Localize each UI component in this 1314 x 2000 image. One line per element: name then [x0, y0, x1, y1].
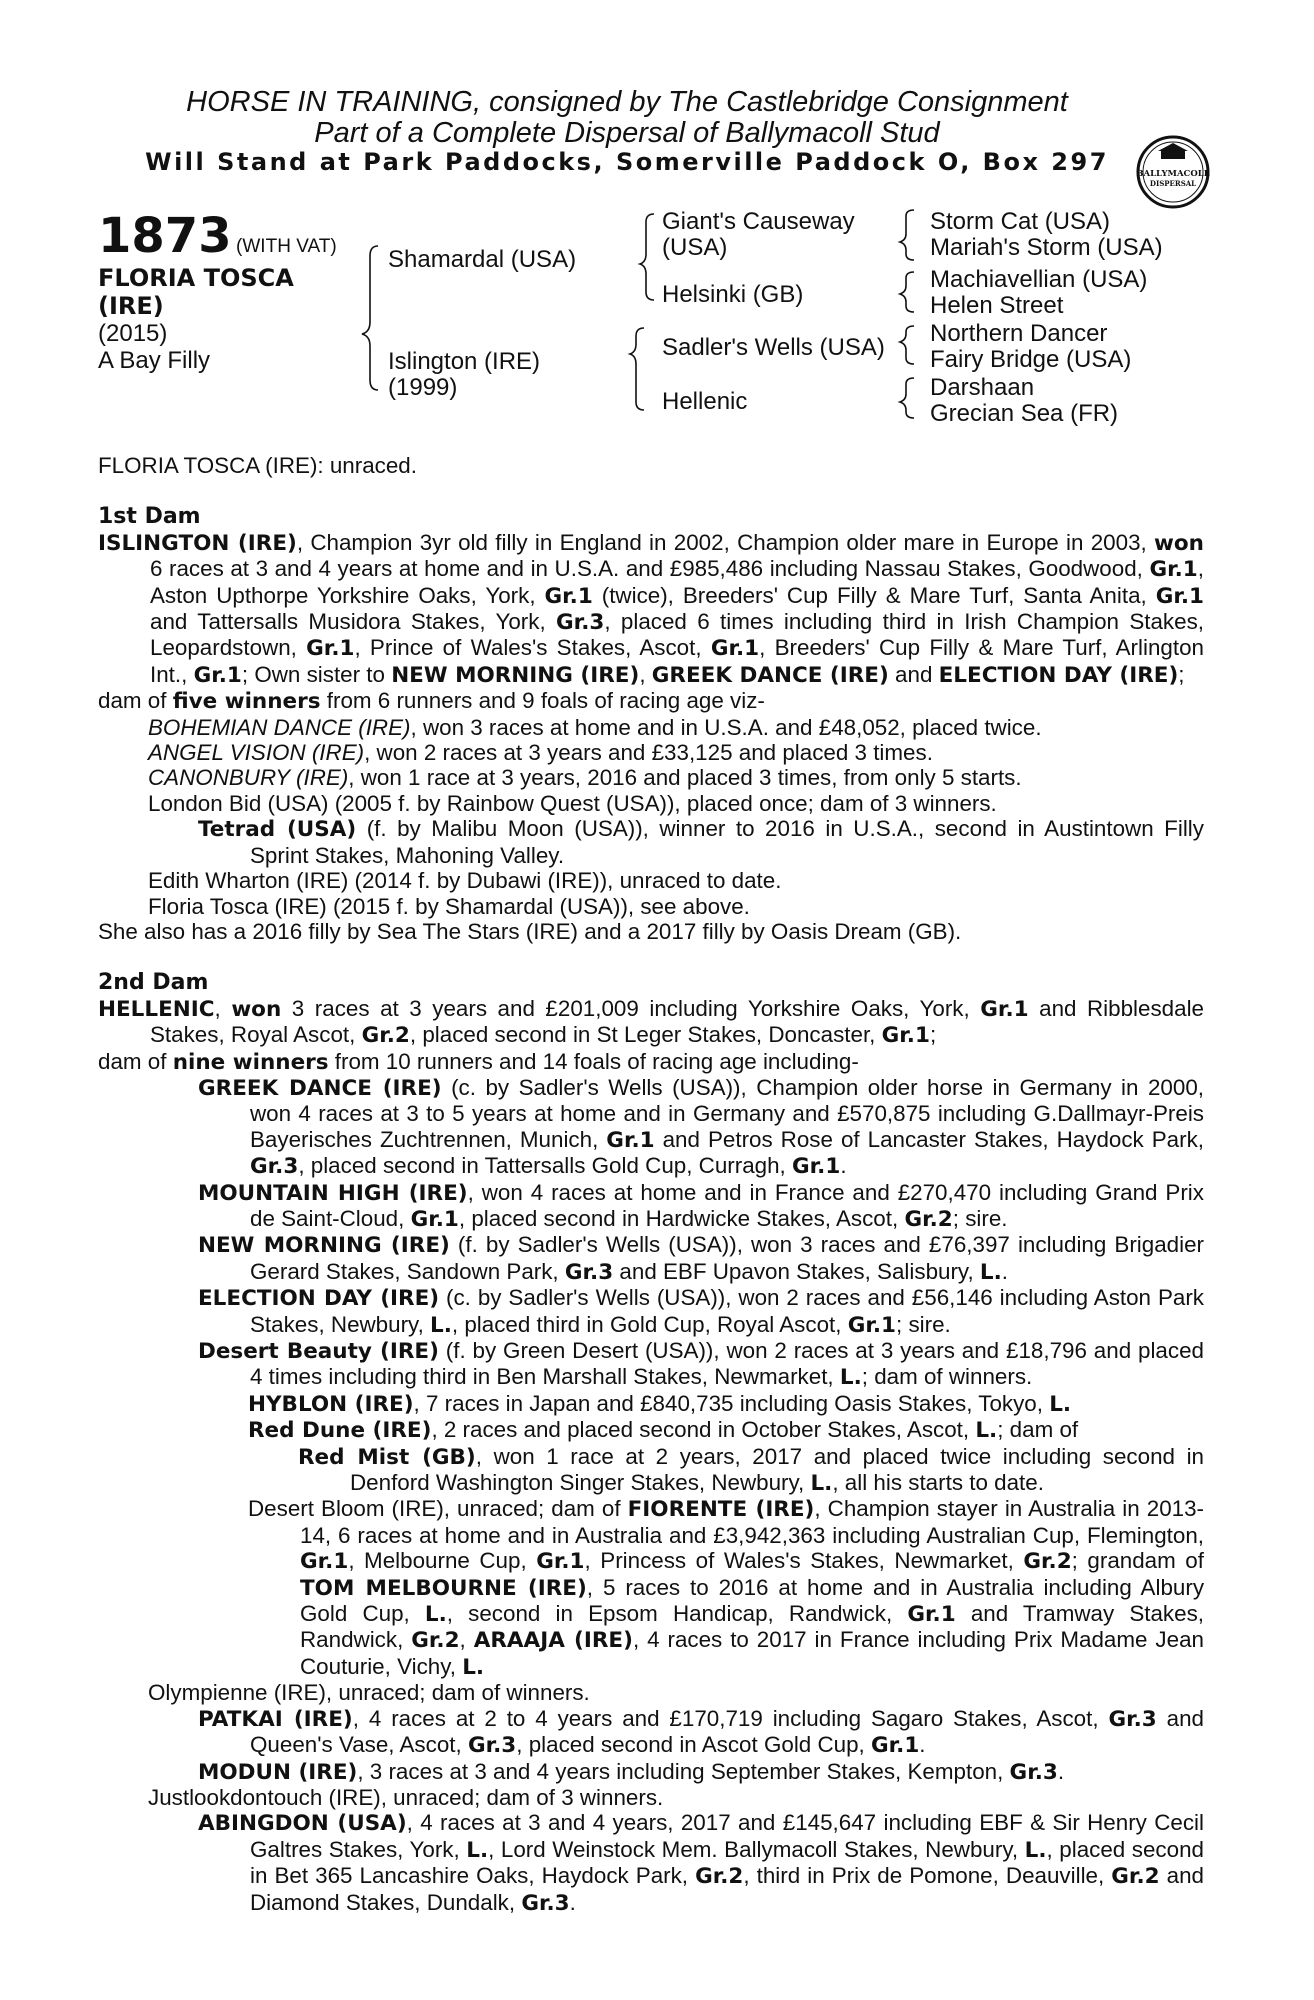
- text: and Queen's Vase, Ascot,: [250, 1705, 1204, 1758]
- header-subtitle: Part of a Complete Dispersal of Ballymacoll Stud: [314, 117, 940, 149]
- text: ; sire.: [952, 1205, 1008, 1231]
- header-title: HORSE IN TRAINING, consigned by The Castlebridge Consignment: [186, 86, 1068, 118]
- grade: Gr.2: [361, 1023, 410, 1049]
- text: , Lord Weinstock Mem. Ballymacoll Stakes, Newbury,: [488, 1836, 1025, 1862]
- pedigree-dam: Islington (IRE): [388, 348, 541, 375]
- sibling-name: GREEK DANCE (IRE): [651, 662, 889, 688]
- text: , Breeders' Cup Filly & Mare Turf, Arlington Int.,: [150, 635, 1204, 687]
- dam-name: HELLENIC: [98, 996, 215, 1022]
- pedigree-sire-sire: Giant's Causeway: [662, 208, 855, 235]
- grand-offspring-entry: [98, 1417, 1204, 1443]
- grade: Gr.1: [410, 1206, 459, 1232]
- text: .: [569, 1889, 576, 1915]
- text: , Melbourne Cup,: [348, 1548, 537, 1574]
- second-dam-entry: [98, 996, 1204, 1049]
- pedigree-ssd: Mariah's Storm (USA): [930, 234, 1163, 261]
- offspring-entry: [98, 1338, 1204, 1391]
- sibling-name: NEW MORNING (IRE): [391, 662, 640, 688]
- dam-name: ISLINGTON (IRE): [98, 530, 297, 556]
- offspring-name: ANGEL VISION (IRE): [148, 740, 365, 766]
- won-label: won: [1154, 530, 1204, 556]
- text: .: [919, 1732, 926, 1758]
- grade: Gr.2: [1111, 1864, 1160, 1890]
- first-dam-heading: 1st Dam: [98, 504, 201, 530]
- offspring-entry: Olympienne (IRE), unraced; dam of winners.: [148, 1680, 590, 1706]
- text: , won 3 races at home and in U.S.A. and £48,052, placed twice.: [410, 714, 1042, 740]
- offspring-entry: [98, 1180, 1204, 1233]
- grade: Gr.1: [980, 996, 1029, 1022]
- offspring-name: Tetrad (USA): [198, 817, 357, 843]
- grade: Gr.3: [564, 1259, 614, 1285]
- offspring-entry: Edith Wharton (IRE) (2014 f. by Dubawi (IRE)), unraced to date.: [148, 868, 782, 894]
- offspring-entry: [98, 740, 1204, 765]
- offspring-entry: [98, 765, 1204, 790]
- text: (c. by Sadler's Wells (USA)), Champion older horse in Germany in 2000, won 4 races at 3 to 5 years at home and in Germany and £570,875 including G.Dallmayr-Preis Bayerisches Zuchtrennen, Munich,: [250, 1074, 1204, 1152]
- text: , 2 races and placed second in October Stakes, Ascot,: [431, 1417, 976, 1443]
- grade: L.: [466, 1837, 489, 1863]
- text: , Prince of Wales's Stakes, Ascot,: [354, 635, 711, 661]
- text: dam of: [98, 1048, 173, 1074]
- won-label: won: [231, 996, 282, 1022]
- text: dam of: [98, 688, 173, 714]
- offspring-name: PATKAI (IRE): [198, 1706, 353, 1732]
- unraced-note: FLORIA TOSCA (IRE): unraced.: [98, 453, 417, 478]
- grade: Gr.3: [556, 610, 605, 636]
- grade: Gr.2: [904, 1206, 953, 1232]
- grade: Gr.1: [193, 662, 242, 688]
- grade: L.: [430, 1312, 452, 1338]
- text: , 7 races in Japan and £840,735 including Oasis Stakes, Tokyo,: [413, 1390, 1050, 1416]
- grade: Gr.1: [306, 636, 355, 662]
- text: .: [840, 1153, 847, 1179]
- text: , placed 6 times including third in Irish Champion Stakes, Leopardstown,: [150, 609, 1204, 661]
- offspring-entry: Floria Tosca (IRE) (2015 f. by Shamardal (USA)), see above.: [148, 893, 750, 919]
- pedigree-dss: Northern Dancer: [930, 320, 1108, 347]
- grade: Gr.1: [536, 1549, 585, 1575]
- catalogue-body: [98, 453, 1204, 1916]
- text: , placed second in Tattersalls Gold Cup, Curragh,: [298, 1153, 792, 1179]
- grade: Gr.1: [1155, 583, 1205, 609]
- offspring-name: NEW MORNING (IRE): [198, 1233, 450, 1259]
- logo-text-2: DISPERSAL: [1149, 179, 1197, 188]
- grade: L.: [979, 1259, 1002, 1285]
- pedigree-sdd: Helen Street: [930, 292, 1064, 319]
- text: , won 4 races at home and in France and £270,470 including Grand Prix de Saint-Cloud,: [250, 1179, 1204, 1231]
- grade: Gr.1: [544, 583, 593, 609]
- text: .: [1057, 1758, 1065, 1784]
- grade: L.: [975, 1418, 998, 1444]
- offspring-name: MOUNTAIN HIGH (IRE): [198, 1180, 468, 1206]
- text: , placed second in Hardwicke Stakes, Ascot,: [458, 1205, 905, 1231]
- pedigree-ddd: Grecian Sea (FR): [930, 400, 1119, 427]
- offspring-entry: London Bid (USA) (2005 f. by Rainbow Quest (USA)), placed once; dam of 3 winners.: [148, 790, 997, 816]
- offspring-name: Red Mist (GB): [298, 1444, 476, 1470]
- offspring-name: ABINGDON (USA): [198, 1811, 407, 1837]
- text: ; dam of: [997, 1417, 1079, 1443]
- offspring-name: ARAAJA (IRE): [473, 1628, 633, 1654]
- offspring-entry: [98, 1075, 1204, 1180]
- grade: L.: [839, 1365, 862, 1391]
- grand-offspring-entry: [98, 1759, 1204, 1785]
- grade: Gr.3: [521, 1890, 570, 1916]
- text: and: [888, 661, 939, 687]
- text: (f. by Malibu Moon (USA)), winner to 2016 in U.S.A., second in Austintown Filly Sprint Stakes, Mahoning Valley.: [250, 816, 1204, 868]
- pedigree-braces: [0, 0, 1314, 440]
- lot-number: 1873: [98, 208, 232, 264]
- vat-label: (WITH VAT): [236, 236, 337, 257]
- text: ; grandam of: [1071, 1548, 1204, 1574]
- offspring-entry: Justlookdontouch (IRE), unraced; dam of 3 winners.: [148, 1784, 664, 1810]
- text: .: [1001, 1258, 1009, 1284]
- grade: Gr.1: [870, 1733, 920, 1759]
- offspring-entry: [98, 1285, 1204, 1338]
- text: ; Own sister to: [241, 661, 392, 687]
- grand-offspring-entry: [98, 816, 1204, 868]
- grade: Gr.1: [606, 1127, 655, 1153]
- pedigree-sss: Storm Cat (USA): [930, 208, 1111, 235]
- sibling-name: ELECTION DAY (IRE): [938, 662, 1179, 688]
- text: , all his starts to date.: [832, 1470, 1044, 1496]
- text: 6 races at 3 and 4 years at home and in U.S.A. and £985,486 including Nassau Stakes, Goodwood,: [150, 556, 1150, 582]
- text: , won 2 races at 3 years and £33,125 and placed 3 times.: [364, 740, 933, 766]
- logo-text-1: BALLYMACOLL: [1136, 169, 1210, 179]
- horse-country: (IRE): [98, 292, 164, 320]
- grade: L.: [1024, 1837, 1047, 1863]
- grade: Gr.1: [847, 1312, 896, 1338]
- text: ; sire.: [896, 1311, 951, 1337]
- text: , placed third in Gold Cup, Royal Ascot,: [451, 1311, 848, 1337]
- text: from 6 runners and 9 foals of racing age viz-: [320, 688, 765, 714]
- grade: Gr.3: [1108, 1706, 1157, 1732]
- text: and Tramway Stakes, Randwick,: [300, 1601, 1204, 1653]
- offspring-name: HYBLON (IRE): [248, 1391, 414, 1417]
- text: and EBF Upavon Stakes, Salisbury,: [613, 1258, 980, 1284]
- pedigree-sire-dam: Helsinki (GB): [662, 281, 804, 308]
- second-dam-heading: 2nd Dam: [98, 970, 209, 996]
- offspring-name: GREEK DANCE (IRE): [198, 1075, 442, 1101]
- text: and Tattersalls Musidora Stakes, York,: [150, 609, 557, 635]
- grand-offspring-entry: [98, 1391, 1204, 1417]
- grade: Gr.2: [1023, 1549, 1072, 1575]
- grade: Gr.1: [792, 1154, 841, 1180]
- pedigree-dds: Darshaan: [930, 374, 1035, 401]
- text: , 3 races at 3 and 4 years including September Stakes, Kempton,: [357, 1758, 1010, 1784]
- winners-count: nine winners: [172, 1049, 329, 1075]
- grade: L.: [810, 1471, 833, 1497]
- offspring-name: FIORENTE (IRE): [627, 1497, 815, 1523]
- text: (f. by Green Desert (USA)), won 2 races at 3 years and £18,796 and placed 4 times including third in Ben Marshall Stakes, Newmarket,: [250, 1338, 1204, 1390]
- text: , Aston Upthorpe Yorkshire Oaks, York,: [150, 556, 1204, 608]
- pedigree-dsd: Fairy Bridge (USA): [930, 346, 1132, 373]
- horse-description: A Bay Filly: [98, 347, 211, 374]
- text: , won 1 race at 2 years, 2017 and placed twice including second in Denford Washington Singer Stakes, Newbury,: [350, 1443, 1204, 1496]
- text: , third in Prix de Pomone, Deauville,: [743, 1863, 1112, 1889]
- horse-year: (2015): [98, 320, 168, 347]
- grand-offspring-entry: [98, 1496, 1204, 1680]
- grade: Gr.3: [1009, 1759, 1058, 1785]
- grade: Gr.3: [250, 1154, 299, 1180]
- offspring-name: ELECTION DAY (IRE): [198, 1286, 440, 1312]
- also-note: She also has a 2016 filly by Sea The Stars (IRE) and a 2017 filly by Oasis Dream (GB).: [98, 918, 962, 944]
- grade: Gr.1: [881, 1023, 930, 1049]
- grade: Gr.1: [710, 636, 760, 662]
- pedigree-dam-sire: Sadler's Wells (USA): [662, 334, 885, 361]
- text: 3 races at 3 years and £201,009 including Yorkshire Oaks, York,: [281, 995, 981, 1021]
- offspring-entry: [98, 715, 1204, 740]
- text: (twice), Breeders' Cup Filly & Mare Turf, Santa Anita,: [592, 582, 1156, 608]
- text: and Diamond Stakes, Dundalk,: [250, 1863, 1204, 1915]
- text: , placed second in Bet 365 Lancashire Oaks, Haydock Park,: [250, 1836, 1204, 1889]
- text: , placed second in Ascot Gold Cup,: [516, 1732, 871, 1758]
- offspring-name: Desert Beauty (IRE): [198, 1339, 439, 1364]
- text: ,: [214, 995, 232, 1021]
- pedigree-dam-dam: Hellenic: [662, 388, 748, 415]
- text: ;: [929, 1022, 937, 1048]
- grade: Gr.1: [1149, 557, 1198, 583]
- first-dam-entry: [98, 530, 1204, 688]
- text: , Champion stayer in Australia in 2013-14, 6 races at home and in Australia and £3,942,363 including Australian Cup, Flemington,: [300, 1496, 1205, 1548]
- grade: L.: [1049, 1391, 1072, 1417]
- offspring-name: CANONBURY (IRE): [148, 765, 349, 791]
- pedigree-sds: Machiavellian (USA): [930, 266, 1148, 293]
- text: , 4 races to 2017 in France including Prix Madame Jean Couturie, Vichy,: [300, 1627, 1204, 1679]
- grade: Gr.2: [411, 1628, 460, 1654]
- grade: Gr.1: [300, 1549, 349, 1575]
- grade: L.: [462, 1654, 485, 1680]
- grade: Gr.3: [467, 1733, 517, 1759]
- dam-of-line: [98, 688, 1204, 714]
- pedigree-sire-sire-country: (USA): [662, 234, 728, 261]
- text: ;: [1178, 661, 1185, 687]
- text: (f. by Sadler's Wells (USA)), won 3 races and £76,397 including Brigadier Gerard Stakes, Sandown Park,: [250, 1232, 1205, 1284]
- pedigree-dam-year: (1999): [388, 374, 458, 401]
- offspring-name: TOM MELBOURNE (IRE): [300, 1575, 587, 1601]
- text: , Champion 3yr old filly in England in 2002, Champion older mare in Europe in 2003,: [296, 529, 1155, 555]
- text: , Princess of Wales's Stakes, Newmarket,: [584, 1548, 1024, 1574]
- text: and Ribblesdale Stakes, Royal Ascot,: [150, 995, 1205, 1048]
- text: (c. by Sadler's Wells (USA)), won 2 races and £56,146 including Aston Park Stakes, Newbury,: [250, 1285, 1204, 1337]
- offspring-name: BOHEMIAN DANCE (IRE): [148, 714, 411, 740]
- grand-offspring-entry: [98, 1706, 1204, 1759]
- text: ; dam of winners.: [861, 1364, 1033, 1390]
- dam-of-line: [98, 1049, 1204, 1075]
- offspring-name: Red Dune (IRE): [248, 1418, 432, 1444]
- text: , 5 races to 2016 at home and in Australia including Albury Gold Cup,: [300, 1574, 1205, 1627]
- text: Desert Bloom (IRE), unraced; dam of: [248, 1496, 628, 1522]
- text: from 10 runners and 14 foals of racing age including-: [328, 1048, 859, 1074]
- great-grand-offspring-entry: [98, 1444, 1204, 1497]
- pedigree-sire: Shamardal (USA): [388, 246, 577, 273]
- horse-name: FLORIA TOSCA: [98, 264, 294, 292]
- text: , placed second in St Leger Stakes, Doncaster,: [409, 1022, 882, 1048]
- text: and Petros Rose of Lancaster Stakes, Haydock Park,: [654, 1126, 1204, 1152]
- text: ,: [459, 1627, 474, 1653]
- text: , 4 races at 3 and 4 years, 2017 and £145,647 including EBF & Sir Henry Cecil Galtres Stakes, York,: [250, 1810, 1204, 1862]
- winners-count: five winners: [172, 689, 321, 715]
- header-location: Will Stand at Park Paddocks, Somerville Paddock O, Box 297: [145, 148, 1109, 176]
- text: ,: [639, 661, 652, 687]
- grand-offspring-entry: [98, 1810, 1204, 1916]
- offspring-name: MODUN (IRE): [198, 1759, 358, 1785]
- text: , won 1 race at 3 years, 2016 and placed 3 times, from only 5 starts.: [348, 765, 1022, 791]
- text: , 4 races at 2 to 4 years and £170,719 including Sagaro Stakes, Ascot,: [352, 1705, 1109, 1731]
- grade: Gr.2: [695, 1864, 744, 1890]
- offspring-entry: [98, 1232, 1204, 1285]
- grade: L.: [424, 1602, 447, 1628]
- text: , second in Epsom Handicap, Randwick,: [446, 1601, 908, 1627]
- grade: Gr.1: [907, 1602, 956, 1628]
